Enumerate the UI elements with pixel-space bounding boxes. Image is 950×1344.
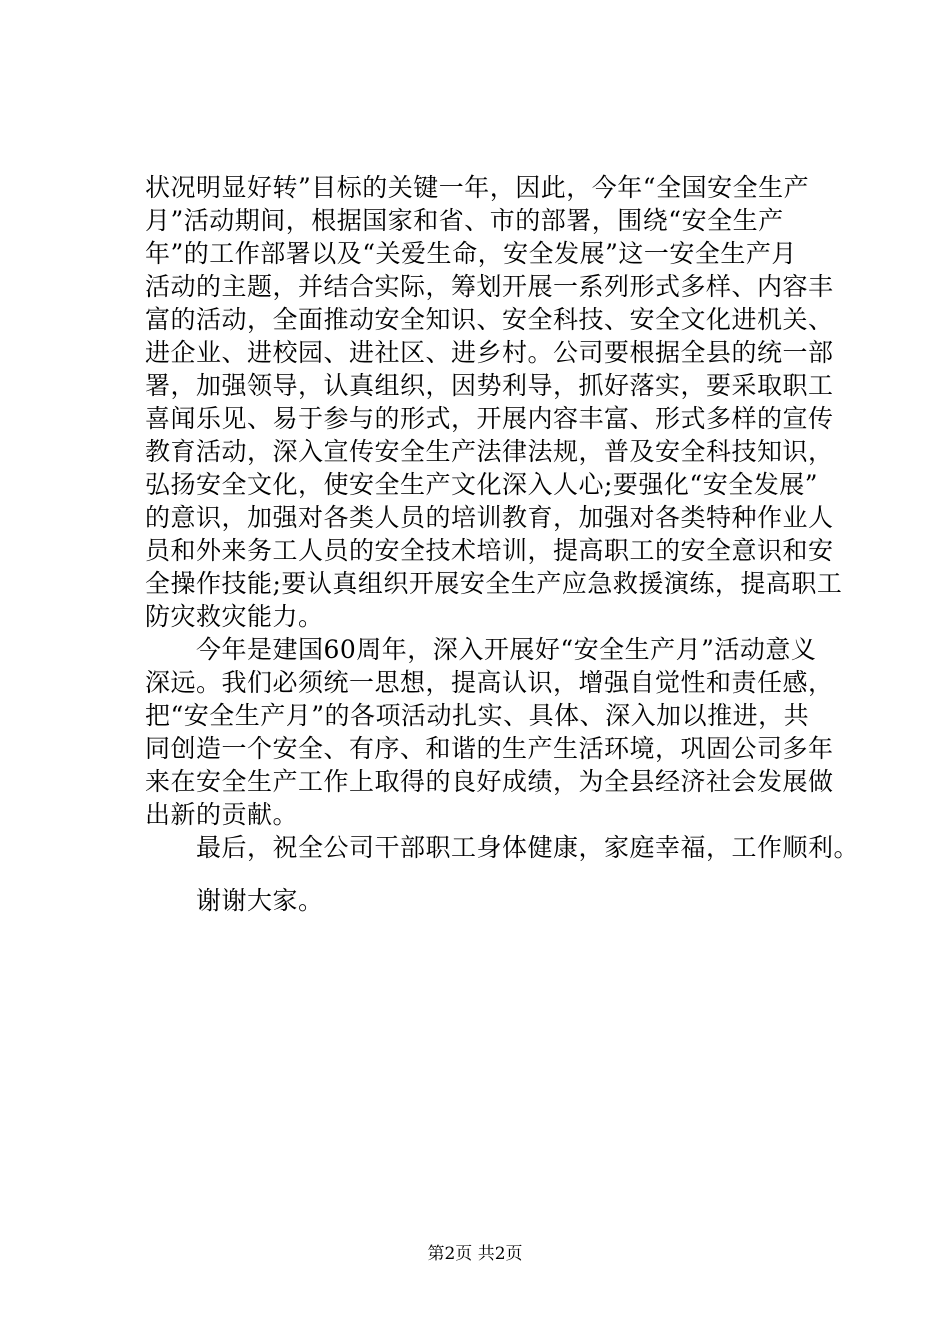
text-line: 进企业、进校园、进社区、进乡村。公司要根据全县的统一部 [145,338,834,367]
text-line: 弘扬安全文化，使安全生产文化深入人心;要强化“安全发展” [145,470,818,499]
text-line: 喜闻乐见、易于参与的形式，开展内容丰富、形式多样的宣传 [145,404,834,433]
text-line: 同创造一个安全、有序、和谐的生产生活环境，巩固公司多年 [145,734,834,763]
text-line: 署，加强领导，认真组织，因势利导，抓好落实，要采取职工 [145,371,834,400]
text-line: 防灾救灾能力。 [145,602,324,631]
text-line: 来在安全生产工作上取得的良好成绩，为全县经济社会发展做 [145,767,834,796]
text-line: 月”活动期间，根据国家和省、市的部署，围绕“安全生产 [145,206,784,235]
text-line: 今年是建国60周年，深入开展好“安全生产月”活动意义 [145,635,817,664]
text-line: 富的活动，全面推动安全知识、安全科技、安全文化进机关、 [145,305,834,334]
text-line: 的意识，加强对各类人员的培训教育，加强对各类特种作业人 [145,503,834,532]
text-line: 教育活动，深入宣传安全生产法律法规，普及安全科技知识， [145,437,834,466]
text-line: 出新的贡献。 [145,800,299,829]
page-number-footer: 第2页 共2页 [427,1244,523,1264]
text-line: 深远。我们必须统一思想，提高认识，增强自觉性和责任感， [145,668,834,697]
text-line: 状况明显好转”目标的关键一年，因此，今年“全国安全生产 [145,173,810,202]
text-line: 谢谢大家。 [145,886,324,915]
text-line: 全操作技能;要认真组织开展安全生产应急救援演练，提高职工 [145,569,843,598]
text-line: 最后，祝全公司干部职工身体健康，家庭幸福，工作顺利。 [145,833,860,862]
text-line: 员和外来务工人员的安全技术培训，提高职工的安全意识和安 [145,536,834,565]
text-line: 年”的工作部署以及“关爱生命，安全发展”这一安全生产月 [145,239,797,268]
text-line: 活动的主题，并结合实际，筹划开展一系列形式多样、内容丰 [145,272,834,301]
text-line: 把“安全生产月”的各项活动扎实、具体、深入加以推进，共 [145,701,810,730]
